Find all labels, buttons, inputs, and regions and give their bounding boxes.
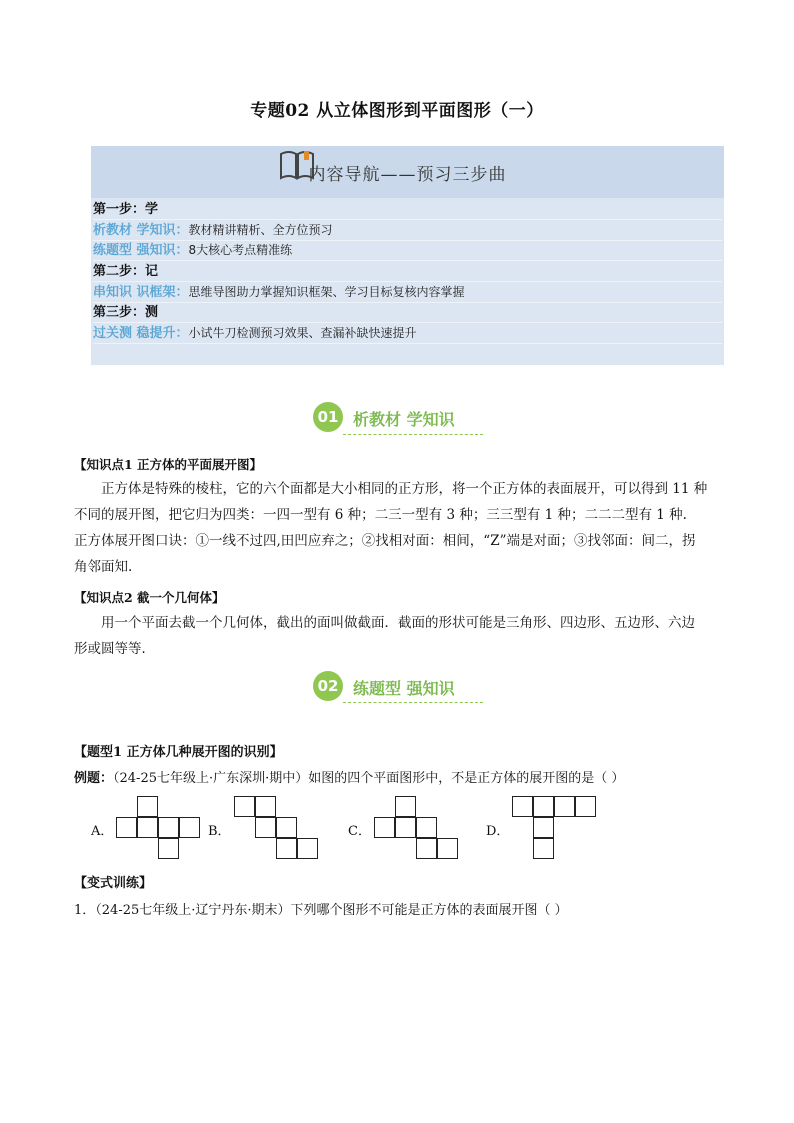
section-label: 练题型 强知识	[353, 679, 455, 698]
net-square	[374, 817, 395, 838]
net-square	[395, 796, 416, 817]
net-square	[533, 838, 554, 859]
nav-row-step3: 第三步：测	[93, 303, 722, 323]
question-type-heading: 【题型1 正方体几种展开图的识别】	[74, 745, 283, 760]
net-square	[137, 817, 158, 838]
net-square	[255, 796, 276, 817]
section-underline	[343, 702, 483, 703]
variant-question-1: 1．（24-25七年级上·辽宁丹东·期末）下列哪个图形不可能是正方体的表面展开图（ ）	[74, 903, 568, 918]
knowledge-point-1-text: 正方体是特殊的棱柱，它的六个面都是大小相同的正方形，将一个正方体的表面展开，可以得到 11 种 不同的展开图，把它归为四类：一四一型有 6 种；二三一型有 3 种；三三型有 1 种；二二二型有 1 种. 正方体展开图口诀：①一线不过四,田凹应弃之；②找相对面：相间，“Z”端是对面；③找邻面：间二，拐 角邻面知.	[74, 481, 708, 575]
nav-row-framework: 串知识 识框架：思维导图助力掌握知识框架、学习目标复核内容掌握	[93, 283, 722, 303]
option-b-label: B．	[208, 824, 231, 839]
net-square	[255, 817, 276, 838]
section-number-badge: 01	[313, 402, 343, 432]
nav-row-study: 析教材 学知识：教材精讲精析、全方位预习	[93, 221, 722, 241]
net-square	[533, 796, 554, 817]
variant-training-heading: 【变式训练】	[74, 876, 153, 891]
net-square	[116, 817, 137, 838]
net-square	[179, 817, 200, 838]
nav-row-step1: 第一步：学	[93, 200, 722, 220]
nav-row-practice: 练题型 强知识：8大核心考点精准练	[93, 241, 722, 261]
section-label: 析教材 学知识	[353, 410, 455, 429]
section-number-badge: 02	[313, 671, 343, 701]
nav-row-test: 过关测 稳提升：小试牛刀检测预习效果、查漏补缺快速提升	[93, 324, 722, 344]
net-square	[512, 796, 533, 817]
net-square	[416, 838, 437, 859]
net-square	[234, 796, 255, 817]
net-square	[575, 796, 596, 817]
option-c-label: C．	[348, 824, 371, 839]
net-square	[276, 838, 297, 859]
option-d-label: D．	[486, 824, 510, 839]
net-square	[137, 796, 158, 817]
net-square	[395, 817, 416, 838]
net-square	[158, 817, 179, 838]
page-title: 专题02 从立体图形到平面图形（一）	[250, 101, 544, 121]
net-square	[158, 838, 179, 859]
net-square	[416, 817, 437, 838]
nav-header	[91, 146, 724, 198]
net-square	[297, 838, 318, 859]
section-underline	[343, 434, 483, 435]
net-square	[437, 838, 458, 859]
net-square	[533, 817, 554, 838]
option-a-label: A．	[91, 824, 114, 839]
knowledge-point-2-text: 用一个平面去截一个几何体，截出的面叫做截面．截面的形状可能是三角形、四边形、五边形、六边 形或圆等等．	[74, 615, 695, 657]
net-square	[276, 817, 297, 838]
content-navigation-box	[91, 146, 724, 365]
knowledge-point-1-heading: 【知识点1 正方体的平面展开图】	[74, 457, 263, 472]
nav-title: 内容导航——预习三步曲	[308, 165, 507, 185]
net-square	[554, 796, 575, 817]
example-question: 例题：（24-25七年级上·广东深圳·期中）如图的四个平面图形中，不是正方体的展开图的是（ ）	[74, 771, 625, 786]
nav-row-step2: 第二步：记	[93, 262, 722, 282]
knowledge-point-2-heading: 【知识点2 截一个几何体】	[74, 590, 225, 605]
